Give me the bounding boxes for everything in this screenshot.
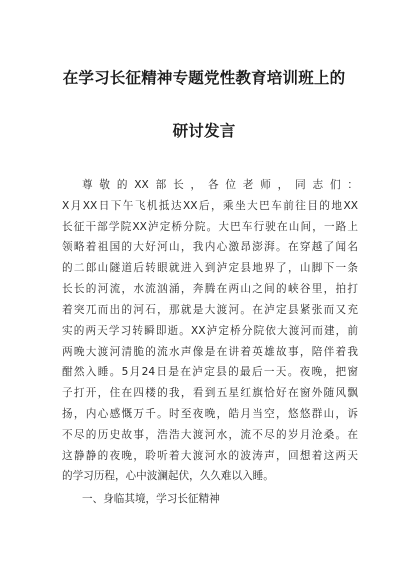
section-heading: 一、身临其境，学习长征精神 bbox=[82, 493, 220, 505]
body-line: 领略着祖国的大好河山，我内心激昂澎湃。在穿越了闻名 bbox=[62, 241, 358, 253]
body-line: 的学习历程，心中波澜起伏，久久难以入睡。 bbox=[62, 470, 274, 482]
document-title-line1: 在学习长征精神专题党性教育培训班上的 bbox=[62, 69, 346, 87]
body-line: 子打开，住在四楼的我，看到五星红旗恰好在窗外随风飘 bbox=[62, 387, 358, 399]
body-line: 实的两天学习转瞬即逝。XX泸定桥分院依大渡河而建，前 bbox=[62, 325, 358, 337]
body-line: 这静静的夜晚，聆听着大渡河水的波涛声，回想着这两天 bbox=[62, 450, 358, 462]
body-line: 长长的河流，水流汹涌，奔腾在两山之间的峡谷里，拍打 bbox=[62, 283, 358, 295]
body-line: 两晚大渡河清脆的流水声像是在讲着英雄故事，陪伴着我 bbox=[62, 346, 358, 358]
body-line: 着突兀而出的河石，那就是大渡河。在泸定县紧张而又充 bbox=[62, 304, 358, 316]
body-line: 的二郎山隧道后转眼就进入到泸定县地界了，山脚下一条 bbox=[62, 262, 358, 274]
document-title-line2: 研讨发言 bbox=[172, 122, 236, 140]
body-line: 长征干部学院XX泸定桥分院。大巴车行驶在山间，一路上 bbox=[62, 221, 358, 233]
body-line: 酣然入睡。5月24日是在泸定县的最后一天。夜晚，把窗 bbox=[62, 366, 358, 378]
salutation: 尊敬的XX部长，各位老师，同志们： bbox=[82, 179, 358, 191]
body-line: 扬，内心感慨万千。时至夜晚，皓月当空，悠悠群山，诉 bbox=[62, 408, 358, 420]
body-line: 不尽的历史故事，浩浩大渡河水，流不尽的岁月沧桑。在 bbox=[62, 429, 358, 441]
body-line: X月XX日下午飞机抵达XX后，乘坐大巴车前往目的地XX bbox=[62, 200, 358, 212]
